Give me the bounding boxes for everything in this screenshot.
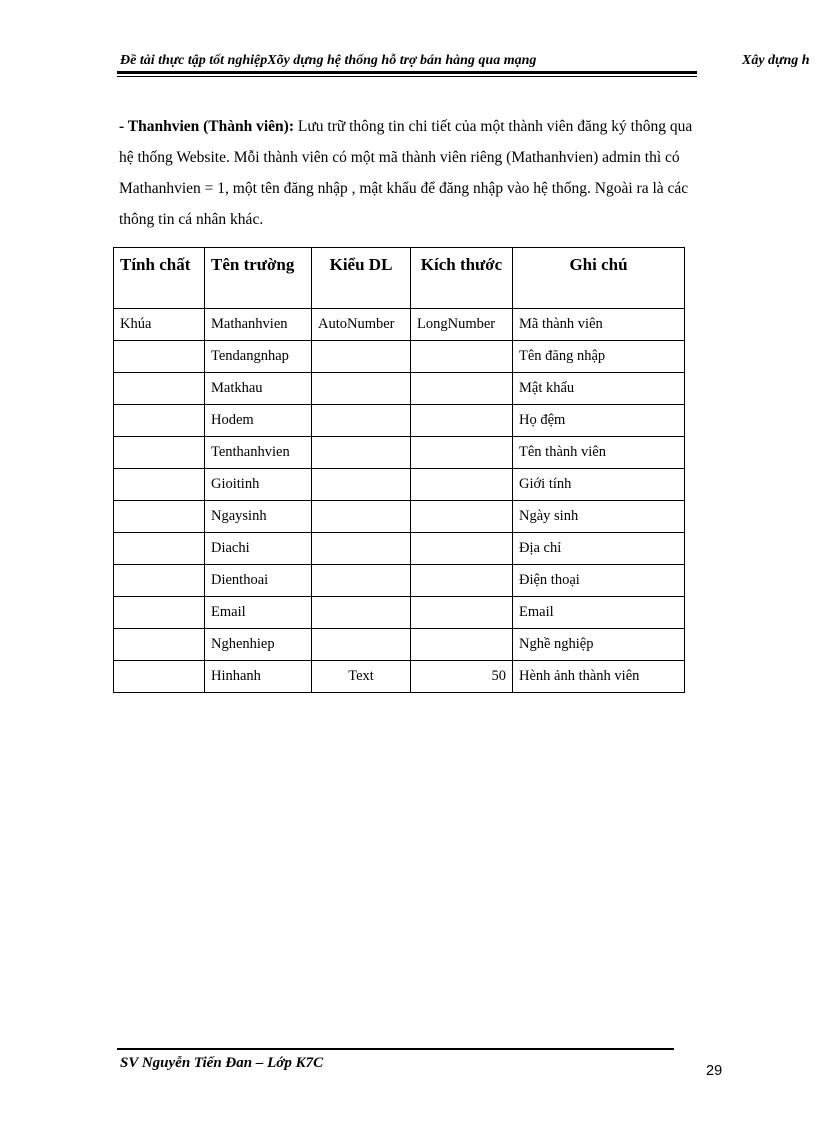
cell-note: Nghề nghiệp: [513, 629, 685, 661]
cell-field-name: Email: [205, 597, 312, 629]
cell-size: LongNumber: [411, 309, 513, 341]
table-row: [114, 341, 685, 373]
cell-property: [114, 373, 205, 405]
cell-data-type: [312, 565, 411, 597]
footer-rule: [117, 1048, 674, 1050]
cell-data-type: [312, 629, 411, 661]
cell-note: Giới tính: [513, 469, 685, 501]
table-row: [114, 373, 685, 405]
header-ten-truong: Tên trường: [205, 248, 312, 309]
table-row: [114, 309, 685, 341]
cell-field-name: Nghenhiep: [205, 629, 312, 661]
cell-field-name: Tenthanhvien: [205, 437, 312, 469]
cell-note: Mã thành viên: [513, 309, 685, 341]
cell-data-type: [312, 501, 411, 533]
table-row: [114, 565, 685, 597]
cell-note: Mật khẩu: [513, 373, 685, 405]
cell-size: [411, 469, 513, 501]
cell-property: [114, 469, 205, 501]
table-header-row: [114, 248, 685, 309]
table-row: [114, 405, 685, 437]
cell-size: [411, 629, 513, 661]
page-number: 29: [706, 1063, 723, 1079]
footer-author: SV Nguyễn Tiến Đan – Lớp K7C: [120, 1055, 324, 1071]
cell-property: [114, 501, 205, 533]
cell-field-name: Hodem: [205, 405, 312, 437]
header-kieu-dl: Kiểu DL: [312, 248, 411, 309]
header-ghi-chu: Ghi chú: [513, 248, 685, 309]
cell-field-name: Hinhanh: [205, 661, 312, 693]
cell-data-type: [312, 469, 411, 501]
running-header-title: Đề tài thực tập tốt nghiệpXõy dựng hệ thống hỗ trợ bán hàng qua mạng: [120, 53, 537, 68]
cell-field-name: Tendangnhap: [205, 341, 312, 373]
table-row: [114, 437, 685, 469]
cell-field-name: Diachi: [205, 533, 312, 565]
cell-size: [411, 437, 513, 469]
cell-property: [114, 597, 205, 629]
field-table: [113, 247, 685, 693]
cell-note: Họ đệm: [513, 405, 685, 437]
header-rule-thin: [117, 76, 697, 77]
cell-size: [411, 533, 513, 565]
cell-note: Ngày sinh: [513, 501, 685, 533]
cell-property: [114, 437, 205, 469]
table-row: [114, 533, 685, 565]
cell-note: Địa chỉ: [513, 533, 685, 565]
cell-field-name: Mathanhvien: [205, 309, 312, 341]
cell-size: [411, 501, 513, 533]
cell-property: [114, 405, 205, 437]
header-kich-thuoc: Kích thước: [411, 248, 513, 309]
table-row: [114, 597, 685, 629]
cell-property: [114, 565, 205, 597]
running-header-right: Xây dựng h: [742, 53, 810, 68]
cell-property: [114, 629, 205, 661]
cell-size: [411, 597, 513, 629]
cell-note: Email: [513, 597, 685, 629]
cell-field-name: Ngaysinh: [205, 501, 312, 533]
cell-note: Điện thoại: [513, 565, 685, 597]
cell-field-name: Gioitinh: [205, 469, 312, 501]
cell-property: [114, 533, 205, 565]
cell-note: Tên thành viên: [513, 437, 685, 469]
cell-data-type: [312, 437, 411, 469]
cell-size: 50: [411, 661, 513, 693]
cell-data-type: [312, 373, 411, 405]
cell-data-type: [312, 341, 411, 373]
cell-size: [411, 341, 513, 373]
cell-field-name: Dienthoai: [205, 565, 312, 597]
cell-data-type: AutoNumber: [312, 309, 411, 341]
table-row: [114, 501, 685, 533]
paragraph-term: - Thanhvien (Thành viên):: [119, 118, 295, 135]
cell-property: Khúa: [114, 309, 205, 341]
description-paragraph: [119, 111, 699, 235]
header-rule: [117, 71, 697, 74]
cell-note: Tên đăng nhập: [513, 341, 685, 373]
table-row: [114, 469, 685, 501]
paragraph-text: Lưu trữ thông tin chi tiết của một thành viên đăng ký thông qua hệ thống Website. Mỗi thành viên có một mã thành viên riêng (Mathanhvien) admin thì có Mathanhvien = 1, một tên đăng nhập , mật khẩu để đăng nhập vào hệ thống. Ngoài ra là các thông tin cá nhân khác.: [119, 118, 693, 228]
cell-note: Hènh ảnh thành viên: [513, 661, 685, 693]
cell-property: [114, 661, 205, 693]
cell-size: [411, 405, 513, 437]
header-tinh-chat: Tính chất: [114, 248, 205, 309]
cell-data-type: [312, 405, 411, 437]
table-row: [114, 661, 685, 693]
cell-data-type: Text: [312, 661, 411, 693]
table-row: [114, 629, 685, 661]
cell-size: [411, 373, 513, 405]
cell-data-type: [312, 597, 411, 629]
cell-data-type: [312, 533, 411, 565]
cell-size: [411, 565, 513, 597]
cell-property: [114, 341, 205, 373]
cell-field-name: Matkhau: [205, 373, 312, 405]
